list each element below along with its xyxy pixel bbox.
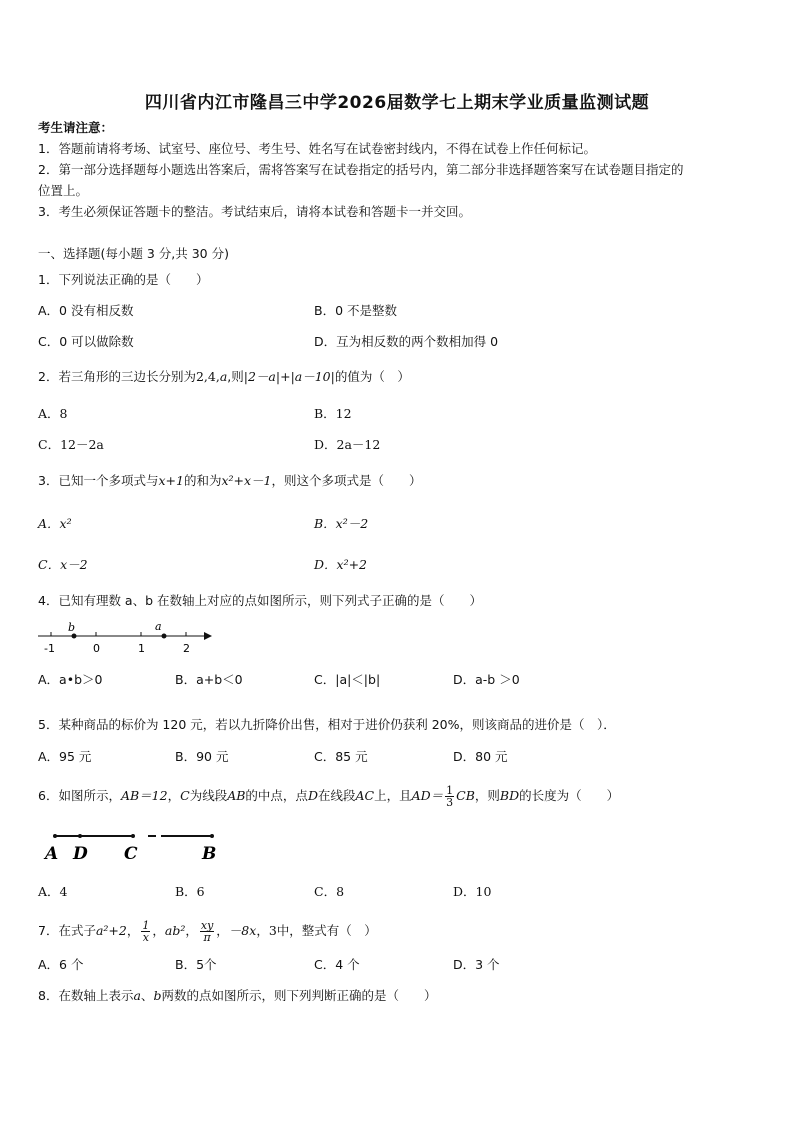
q6-ac: AC bbox=[355, 788, 375, 803]
q4-option-a: A．a•b＞0 bbox=[38, 672, 103, 687]
tick-label: -1 bbox=[44, 642, 55, 655]
label-C: C bbox=[124, 844, 138, 864]
q6-bd: BD bbox=[499, 788, 520, 803]
q6-ad: AD＝ bbox=[411, 788, 444, 803]
q2-option-d: D．2a－12 bbox=[314, 437, 381, 452]
tick-label: 1 bbox=[138, 642, 145, 655]
q6-option-b: B．6 bbox=[175, 884, 205, 899]
q6-prefix: 6．如图所示， bbox=[38, 788, 121, 803]
frac-numerator: 1 bbox=[142, 919, 150, 932]
q6-text: ， bbox=[167, 788, 181, 803]
q2-option-b: B．12 bbox=[314, 406, 352, 421]
question-7-stem: 7．在式子a²+2， $\frac{1}{x}$ ，ab²， $\frac{xy}{\pi}$ ，－8x，3中，整式有（ ） bbox=[38, 919, 377, 944]
frac-denominator: π bbox=[203, 931, 211, 944]
question-6-stem bbox=[38, 785, 619, 808]
q3-poly1: x+1 bbox=[158, 473, 184, 488]
point-D bbox=[78, 834, 82, 838]
q6-option-c: C．8 bbox=[314, 884, 345, 899]
question-3-stem bbox=[38, 473, 422, 489]
tick-label: 2 bbox=[183, 642, 190, 655]
q3-prefix: 3．已知一个多项式与 bbox=[38, 473, 159, 488]
q7-expr: －8x bbox=[228, 923, 257, 938]
q2-option-a: A．8 bbox=[38, 406, 68, 421]
q7-expr: a²+2 bbox=[95, 923, 127, 938]
q7-option-b: B．5个 bbox=[175, 957, 217, 972]
q4-option-c: C．|a|＜|b| bbox=[314, 672, 381, 687]
q6-fraction bbox=[445, 785, 454, 808]
q4-option-b: B．a+b＜0 bbox=[175, 672, 243, 687]
q5-option-b: B．90 元 bbox=[175, 749, 229, 764]
label-D: D bbox=[73, 844, 88, 864]
q6-segment-figure bbox=[40, 826, 230, 864]
q4-number-line bbox=[36, 616, 216, 658]
q5-option-c: C．85 元 bbox=[314, 749, 368, 764]
q6-text: ，则 bbox=[474, 788, 500, 803]
label-a: a bbox=[155, 620, 162, 633]
q6-suffix: 的长度为（ ） bbox=[519, 788, 620, 803]
q7-option-d: D．3 个 bbox=[453, 957, 500, 972]
q1-option-d: D．互为相反数的两个数相加得 0 bbox=[314, 334, 499, 349]
q2-option-c: C．12－2a bbox=[38, 437, 104, 452]
frac-denominator: x bbox=[142, 931, 149, 944]
label-b: b bbox=[68, 621, 76, 634]
notice-item: 2．第一部分选择题每小题选出答案后，需将答案写在试卷指定的括号内，第二部分非选择题答案写在试卷题目指定的 bbox=[38, 162, 684, 177]
section-heading: 一、选择题(每小题 3 分,共 30 分) bbox=[38, 246, 229, 261]
q6-ab: AB＝12 bbox=[120, 788, 168, 803]
notice-heading: 考生请注意： bbox=[38, 120, 114, 135]
q2-prefix: 2．若三角形的三边长分别为 bbox=[38, 369, 196, 384]
q3-mid: 的和为 bbox=[183, 473, 222, 488]
q1-option-a: A．0 没有相反数 bbox=[38, 303, 134, 318]
q1-option-c: C．0 可以做除数 bbox=[38, 334, 134, 349]
question-8-stem bbox=[38, 988, 436, 1004]
q7-option-a: A．6 个 bbox=[38, 957, 84, 972]
q3-option-c: C．x－2 bbox=[38, 557, 88, 572]
q2-var-a: a bbox=[219, 369, 228, 384]
q6-cb: CB bbox=[456, 788, 475, 803]
frac-denominator: 3 bbox=[446, 796, 454, 809]
label-A: A bbox=[45, 844, 59, 864]
q6-text: 为线段 bbox=[189, 788, 228, 803]
q8-var-a: a bbox=[133, 988, 141, 1003]
q5-option-a: A．95 元 bbox=[38, 749, 92, 764]
q7-expr: 3 bbox=[268, 923, 277, 938]
q8-mid: 、 bbox=[140, 988, 154, 1003]
q6-c: C bbox=[180, 788, 190, 803]
notice-item: 位置上。 bbox=[38, 183, 89, 198]
notice-item: 3．考生必须保证答题卡的整洁。考试结束后，请将本试卷和答题卡一并交回。 bbox=[38, 204, 471, 219]
q3-option-a: A．x² bbox=[38, 516, 72, 531]
q2-mid: ,则 bbox=[227, 369, 244, 384]
q2-expression: |2－a|+|a－10| bbox=[243, 369, 335, 384]
q6-d: D bbox=[307, 788, 318, 803]
q5-option-d: D．80 元 bbox=[453, 749, 508, 764]
point-A bbox=[53, 834, 57, 838]
q1-option-b: B．0 不是整数 bbox=[314, 303, 398, 318]
frac-numerator: 1 bbox=[446, 784, 454, 797]
q2-sides: 2,4, bbox=[195, 369, 220, 384]
q4-option-d: D．a-b ＞0 bbox=[453, 672, 520, 687]
q7-expr: ab² bbox=[164, 923, 186, 938]
q6-option-a: A．4 bbox=[38, 884, 68, 899]
q7-suffix: 中，整式有（ ） bbox=[276, 923, 377, 938]
q6-ab2: AB bbox=[227, 788, 246, 803]
question-1-stem: 1．下列说法正确的是（ ） bbox=[38, 272, 209, 287]
q2-suffix: 的值为（ ） bbox=[334, 369, 410, 384]
q8-var-b: b bbox=[153, 988, 162, 1003]
question-2-stem bbox=[38, 369, 410, 385]
q7-fraction-2 bbox=[200, 920, 214, 943]
q8-prefix: 8．在数轴上表示 bbox=[38, 988, 134, 1003]
q7-option-c: C．4 个 bbox=[314, 957, 360, 972]
q6-option-d: D．10 bbox=[453, 884, 492, 899]
q6-text: 上，且 bbox=[374, 788, 412, 803]
notice-item: 1．答题前请将考场、试室号、座位号、考生号、姓名写在试卷密封线内，不得在试卷上作任何标记。 bbox=[38, 141, 596, 156]
question-4-stem: 4．已知有理数 a、b 在数轴上对应的点如图所示，则下列式子正确的是（ ） bbox=[38, 593, 482, 608]
frac-numerator: xy bbox=[200, 919, 214, 932]
q6-text: 的中点，点 bbox=[245, 788, 308, 803]
q3-option-d: D．x²+2 bbox=[314, 557, 368, 572]
point-B bbox=[210, 834, 214, 838]
point-a bbox=[162, 634, 167, 639]
axis-arrow bbox=[204, 632, 212, 640]
question-5-stem: 5．某种商品的标价为 120 元，若以九折降价出售，相对于进价仍获利 20%，则该商品的进价是（ ）． bbox=[38, 717, 616, 732]
q8-suffix: 两数的点如图所示，则下列判断正确的是（ ） bbox=[161, 988, 437, 1003]
point-C bbox=[131, 834, 135, 838]
label-B: B bbox=[202, 844, 217, 864]
q3-poly2: x²+x－1 bbox=[221, 473, 272, 488]
page-title: 四川省内江市隆昌三中学2026届数学七上期末学业质量监测试题 bbox=[144, 93, 650, 113]
q7-prefix: 7．在式子 bbox=[38, 923, 96, 938]
q7-fraction-1 bbox=[141, 920, 150, 943]
q3-option-b: B．x²－2 bbox=[314, 516, 369, 531]
q6-text: 在线段 bbox=[317, 788, 356, 803]
q3-suffix: ，则这个多项式是（ ） bbox=[271, 473, 422, 488]
point-b bbox=[72, 634, 77, 639]
tick-label: 0 bbox=[93, 642, 100, 655]
